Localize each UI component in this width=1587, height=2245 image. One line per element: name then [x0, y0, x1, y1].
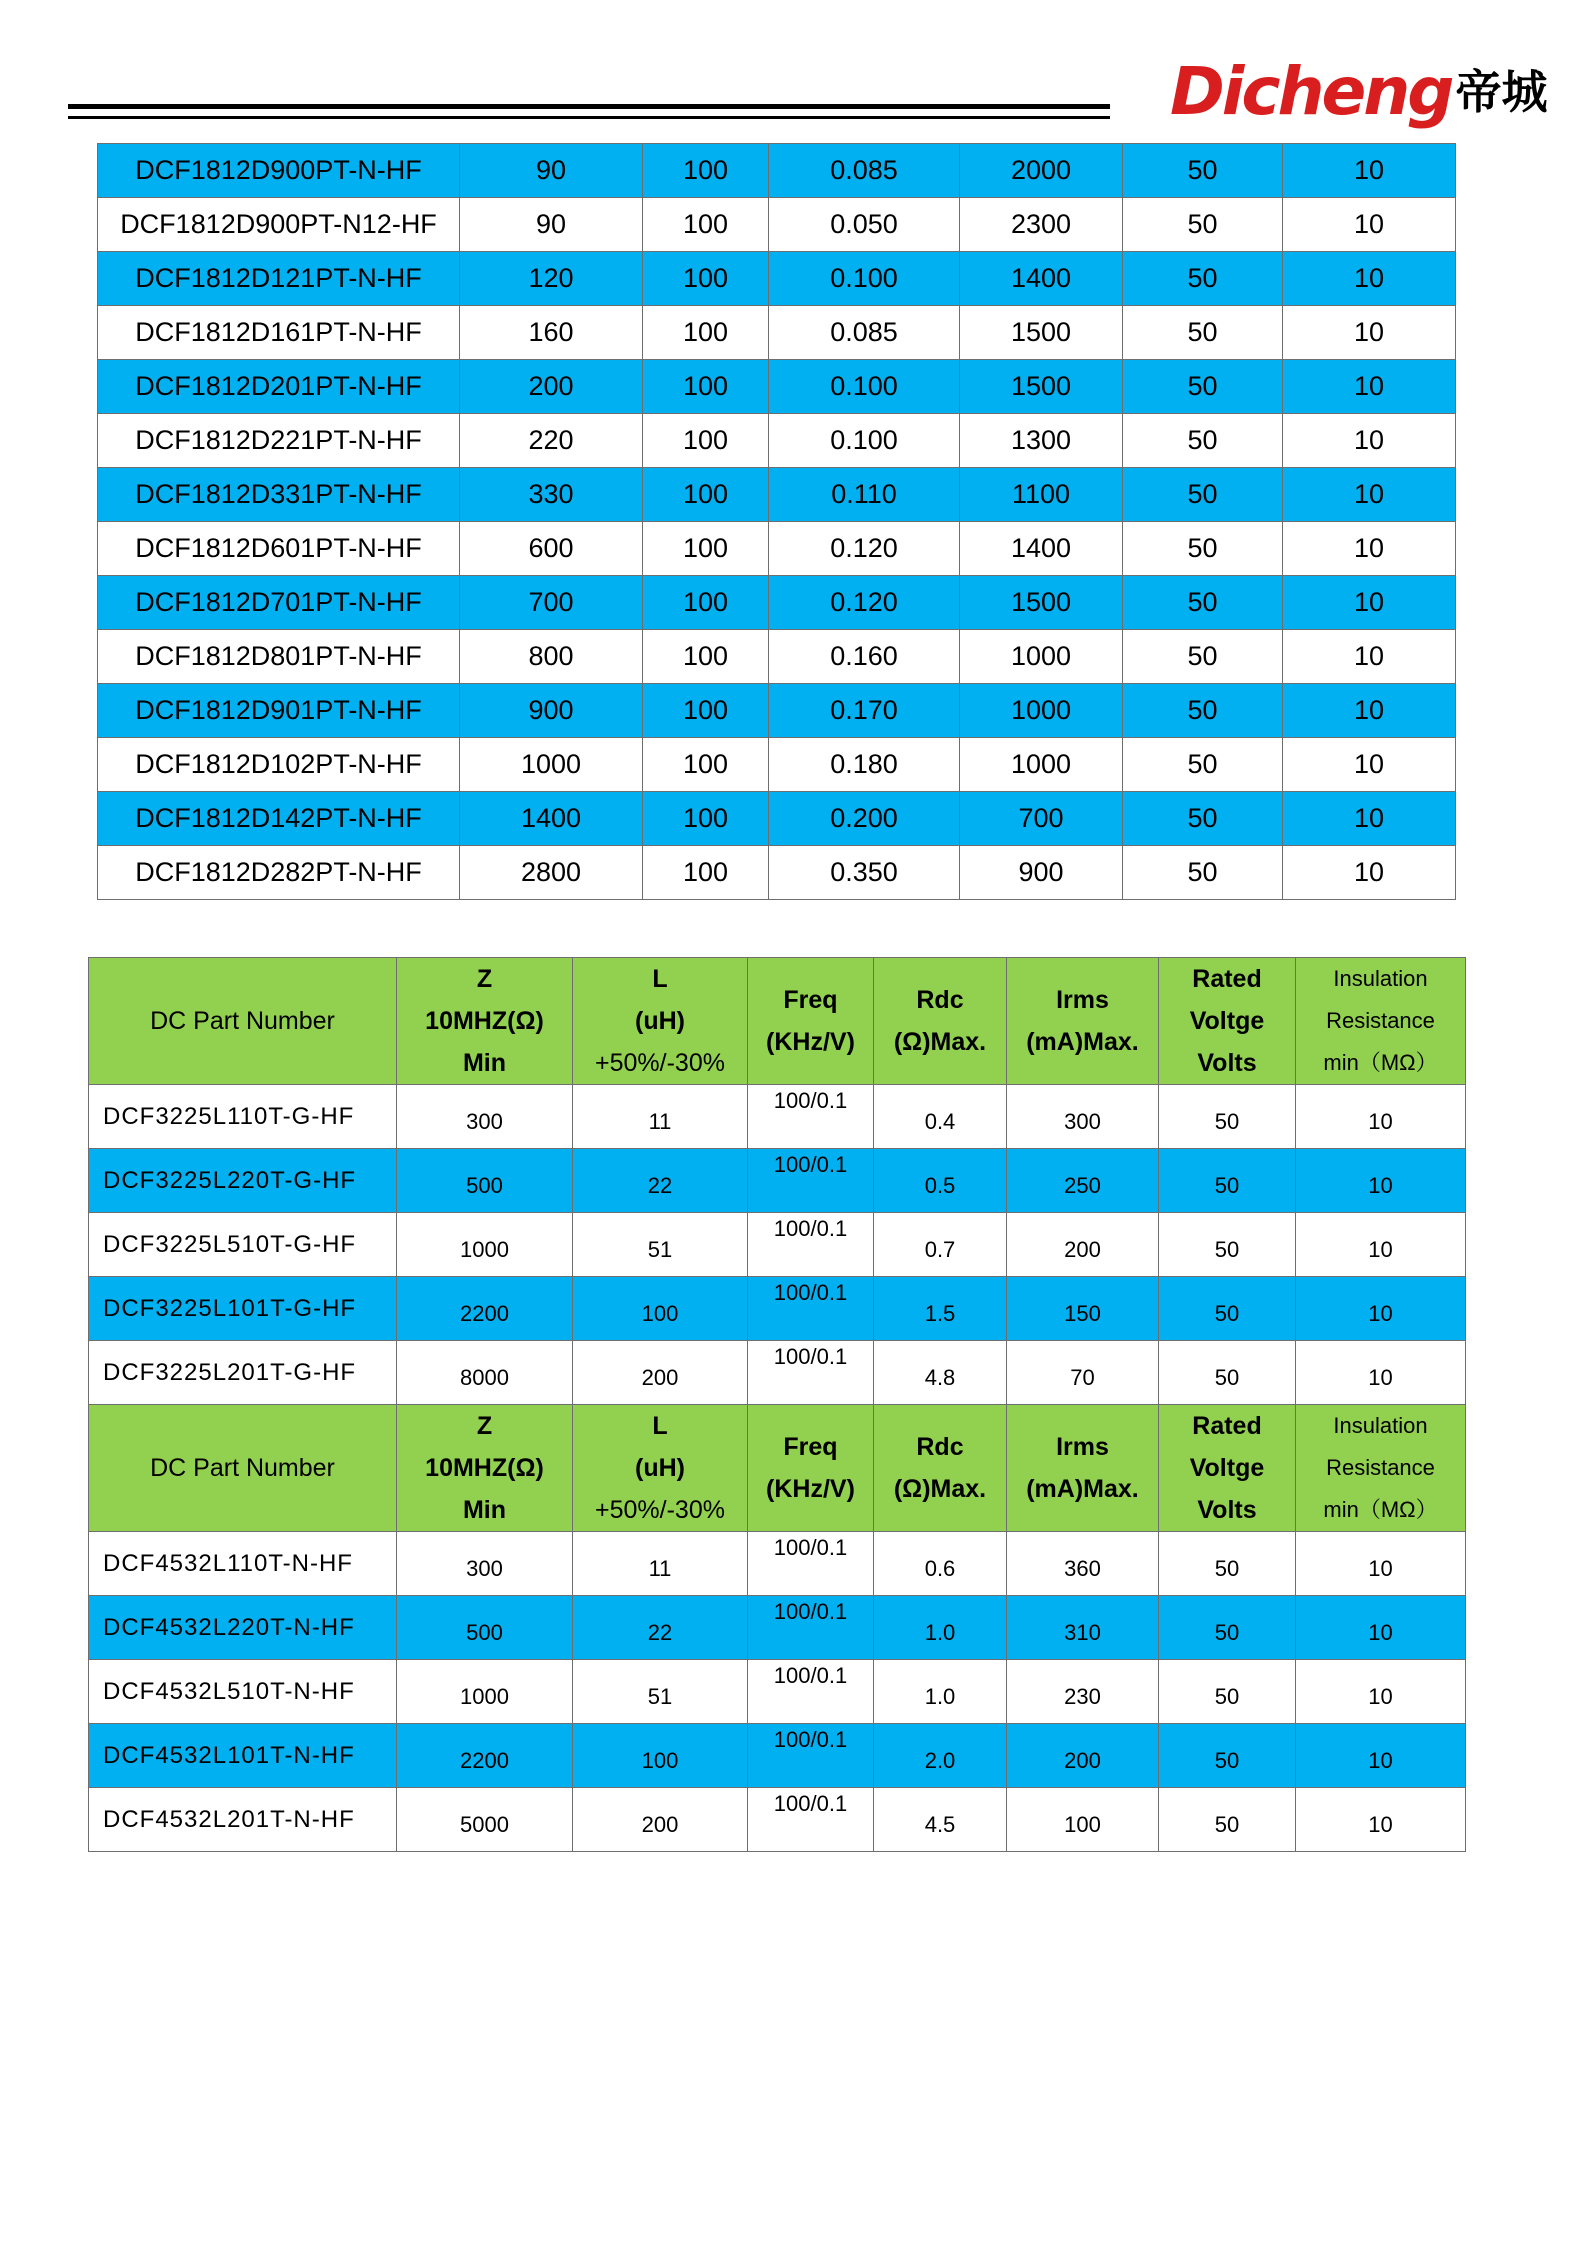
- table-cell: 100: [643, 414, 769, 468]
- table-cell: 100: [643, 252, 769, 306]
- table-cell: 10: [1283, 522, 1456, 576]
- table-cell: 0.100: [769, 252, 960, 306]
- part-number-cell: DCF1812D161PT-N-HF: [98, 306, 460, 360]
- table-cell: 0.100: [769, 414, 960, 468]
- header-label: Resistance: [1326, 1008, 1435, 1033]
- table-cell: 160: [460, 306, 643, 360]
- header-label: Rdc: [916, 1433, 964, 1461]
- part-number-cell: DCF4532L110T-N-HF: [89, 1532, 397, 1596]
- table-cell: 50: [1123, 738, 1283, 792]
- table-row: [89, 1341, 1466, 1405]
- header-label: Irms: [1056, 986, 1109, 1014]
- part-number-cell: DCF1812D201PT-N-HF: [98, 360, 460, 414]
- table-cell: 100: [573, 1277, 748, 1341]
- table-cell: 0.200: [769, 792, 960, 846]
- table-cell: 0.4: [874, 1085, 1007, 1149]
- table-cell: 51: [573, 1213, 748, 1277]
- table-cell: 220: [460, 414, 643, 468]
- table-cell: 100: [643, 630, 769, 684]
- header-label: Volts: [1197, 1049, 1257, 1077]
- header-label: 10MHZ(Ω): [425, 1007, 544, 1035]
- table-cell: 50: [1123, 198, 1283, 252]
- table-cell: 200: [460, 360, 643, 414]
- table-row: [89, 1660, 1466, 1724]
- table-cell: 100: [643, 468, 769, 522]
- table-cell: 10: [1283, 252, 1456, 306]
- table-cell: 2.0: [874, 1724, 1007, 1788]
- header-label: Insulation: [1333, 966, 1428, 991]
- part-number-cell: DCF1812D282PT-N-HF: [98, 846, 460, 900]
- table-row: [98, 252, 1456, 306]
- table-cell: 50: [1123, 144, 1283, 198]
- table-cell: 150: [1007, 1277, 1159, 1341]
- table-cell: 1000: [460, 738, 643, 792]
- table-cell: 0.050: [769, 198, 960, 252]
- table-cell: 0.7: [874, 1213, 1007, 1277]
- table-cell: 50: [1123, 522, 1283, 576]
- header-label: Z: [476, 965, 493, 993]
- header-label: (uH): [635, 1454, 685, 1482]
- part-number-cell: DCF1812D221PT-N-HF: [98, 414, 460, 468]
- table-cell: 500: [397, 1149, 573, 1213]
- table-cell: 100: [573, 1724, 748, 1788]
- table-cell: 120: [460, 252, 643, 306]
- table-cell: 0.6: [874, 1532, 1007, 1596]
- table-cell: 1000: [960, 738, 1123, 792]
- table-cell: 100: [643, 576, 769, 630]
- part-number-cell: DCF1812D901PT-N-HF: [98, 684, 460, 738]
- table-cell: 22: [573, 1149, 748, 1213]
- table-row: [89, 1085, 1466, 1149]
- table-cell: 1500: [960, 576, 1123, 630]
- table-cell: 50: [1123, 360, 1283, 414]
- part-number-cell: DCF1812D142PT-N-HF: [98, 792, 460, 846]
- table-cell: 200: [1007, 1724, 1159, 1788]
- table-cell: 100/0.1: [748, 1085, 874, 1149]
- table-row: [98, 576, 1456, 630]
- table-cell: 50: [1123, 306, 1283, 360]
- table-cell: 100: [643, 306, 769, 360]
- table-cell: 10: [1283, 468, 1456, 522]
- table-cell: 11: [573, 1085, 748, 1149]
- table-cell: 0.085: [769, 144, 960, 198]
- table-cell: 100/0.1: [748, 1277, 874, 1341]
- header-label: Rated: [1192, 1412, 1262, 1440]
- header-label: Rdc: [916, 986, 964, 1014]
- table-cell: 0.100: [769, 360, 960, 414]
- table-cell: 50: [1159, 1788, 1296, 1852]
- table-cell: 800: [460, 630, 643, 684]
- table-row: [98, 306, 1456, 360]
- table-cell: 100: [643, 846, 769, 900]
- table-cell: 100/0.1: [748, 1149, 874, 1213]
- table-cell: 51: [573, 1660, 748, 1724]
- header-label: L: [652, 1412, 668, 1440]
- header-label: (mA)Max.: [1026, 1028, 1139, 1056]
- table-cell: 100: [643, 792, 769, 846]
- part-number-cell: DCF1812D121PT-N-HF: [98, 252, 460, 306]
- table-cell: 300: [397, 1085, 573, 1149]
- header-insulation: [1296, 1405, 1466, 1532]
- header-label: Min: [462, 1049, 507, 1077]
- header-z: [397, 958, 573, 1085]
- table-cell: 4.5: [874, 1788, 1007, 1852]
- table-cell: 200: [1007, 1213, 1159, 1277]
- header-label: DC Part Number: [150, 1007, 335, 1035]
- table-cell: 100/0.1: [748, 1724, 874, 1788]
- table-cell: 50: [1159, 1596, 1296, 1660]
- logo-brand-cn: 帝城: [1455, 65, 1548, 119]
- dicheng-logo: [1170, 52, 1548, 132]
- table-cell: 100/0.1: [748, 1341, 874, 1405]
- header-label: +50%/-30%: [595, 1049, 725, 1077]
- table-cell: 100/0.1: [748, 1660, 874, 1724]
- table-cell: 330: [460, 468, 643, 522]
- part-number-cell: DCF3225L201T-G-HF: [89, 1341, 397, 1405]
- table-cell: 22: [573, 1596, 748, 1660]
- table-cell: 50: [1159, 1085, 1296, 1149]
- table-cell: 360: [1007, 1532, 1159, 1596]
- part-number-cell: DCF1812D701PT-N-HF: [98, 576, 460, 630]
- table-cell: 1100: [960, 468, 1123, 522]
- header-part-number: [89, 1405, 397, 1532]
- part-number-cell: DCF4532L510T-N-HF: [89, 1660, 397, 1724]
- table-cell: 1000: [397, 1213, 573, 1277]
- header-label: (mA)Max.: [1026, 1475, 1139, 1503]
- dcf4532-table-body: [89, 1532, 1466, 1852]
- part-number-cell: DCF1812D331PT-N-HF: [98, 468, 460, 522]
- table-row: [98, 630, 1456, 684]
- part-number-cell: DCF3225L101T-G-HF: [89, 1277, 397, 1341]
- header-label: Min: [462, 1496, 507, 1524]
- header-rdc: [874, 958, 1007, 1085]
- part-number-cell: DCF1812D102PT-N-HF: [98, 738, 460, 792]
- table-cell: 0.180: [769, 738, 960, 792]
- header-label: L: [652, 965, 668, 993]
- header-label: Voltge: [1189, 1007, 1265, 1035]
- header-label: Freq: [783, 1433, 838, 1461]
- part-number-cell: DCF3225L110T-G-HF: [89, 1085, 397, 1149]
- table-cell: 2300: [960, 198, 1123, 252]
- header-freq: [748, 1405, 874, 1532]
- table-cell: 300: [1007, 1085, 1159, 1149]
- header-label: Insulation: [1333, 1413, 1428, 1438]
- table-cell: 50: [1123, 792, 1283, 846]
- header-label: (KHz/V): [766, 1475, 855, 1503]
- table-cell: 5000: [397, 1788, 573, 1852]
- header-label: min（MΩ）: [1323, 1050, 1438, 1075]
- table-cell: 100: [643, 684, 769, 738]
- table-cell: 70: [1007, 1341, 1159, 1405]
- header-label: (KHz/V): [766, 1028, 855, 1056]
- table-cell: 50: [1159, 1724, 1296, 1788]
- header-l: [573, 1405, 748, 1532]
- table-cell: 1400: [460, 792, 643, 846]
- table-cell: 100: [1007, 1788, 1159, 1852]
- table-cell: 50: [1159, 1341, 1296, 1405]
- table-cell: 10: [1296, 1596, 1466, 1660]
- table-cell: 10: [1283, 198, 1456, 252]
- header-label: (Ω)Max.: [893, 1028, 987, 1056]
- part-number-cell: DCF1812D601PT-N-HF: [98, 522, 460, 576]
- table-row: [98, 144, 1456, 198]
- table-row: [89, 1788, 1466, 1852]
- table-cell: 900: [960, 846, 1123, 900]
- table-cell: 8000: [397, 1341, 573, 1405]
- table-cell: 1400: [960, 252, 1123, 306]
- table-cell: 900: [460, 684, 643, 738]
- table-cell: 0.110: [769, 468, 960, 522]
- table-cell: 0.120: [769, 522, 960, 576]
- table-cell: 11: [573, 1532, 748, 1596]
- header-z: [397, 1405, 573, 1532]
- table-row: [98, 684, 1456, 738]
- table-cell: 10: [1296, 1660, 1466, 1724]
- table-cell: 100/0.1: [748, 1532, 874, 1596]
- table-cell: 10: [1283, 846, 1456, 900]
- table-cell: 310: [1007, 1596, 1159, 1660]
- table-cell: 1500: [960, 360, 1123, 414]
- table-cell: 100: [643, 144, 769, 198]
- header-label: Irms: [1056, 1433, 1109, 1461]
- table-cell: 100: [643, 198, 769, 252]
- table-cell: 1400: [960, 522, 1123, 576]
- table-cell: 1.5: [874, 1277, 1007, 1341]
- part-number-cell: DCF3225L220T-G-HF: [89, 1149, 397, 1213]
- table-cell: 10: [1296, 1341, 1466, 1405]
- table-cell: 100: [643, 360, 769, 414]
- table-cell: 90: [460, 198, 643, 252]
- table-row: [98, 414, 1456, 468]
- table-cell: 10: [1296, 1788, 1466, 1852]
- table-cell: 90: [460, 144, 643, 198]
- table-cell: 1500: [960, 306, 1123, 360]
- table-cell: 100: [643, 522, 769, 576]
- table-row: [98, 198, 1456, 252]
- part-number-cell: DCF4532L101T-N-HF: [89, 1724, 397, 1788]
- header-rule-thin: [68, 116, 1110, 119]
- header-rated: [1159, 1405, 1296, 1532]
- table-row: [89, 1724, 1466, 1788]
- dcf3225-table-header: [89, 958, 1466, 1085]
- table-cell: 700: [460, 576, 643, 630]
- table-row: [98, 738, 1456, 792]
- header-irms: [1007, 958, 1159, 1085]
- header-label: Freq: [783, 986, 838, 1014]
- table-cell: 100/0.1: [748, 1213, 874, 1277]
- table-row: [89, 1213, 1466, 1277]
- table-cell: 250: [1007, 1149, 1159, 1213]
- table-cell: 0.120: [769, 576, 960, 630]
- table-cell: 50: [1123, 846, 1283, 900]
- header-freq: [748, 958, 874, 1085]
- header-label: Voltge: [1189, 1454, 1265, 1482]
- header-label: Rated: [1192, 965, 1262, 993]
- table-cell: 1.0: [874, 1596, 1007, 1660]
- table-cell: 10: [1283, 684, 1456, 738]
- table-cell: 1300: [960, 414, 1123, 468]
- header-label: Resistance: [1326, 1455, 1435, 1480]
- table-row: [98, 792, 1456, 846]
- dcf4532-spec-table: [88, 1404, 1466, 1852]
- table-cell: 10: [1296, 1724, 1466, 1788]
- table-cell: 0.5: [874, 1149, 1007, 1213]
- table-row: [89, 1532, 1466, 1596]
- header-row: [89, 958, 1466, 1085]
- part-number-cell: DCF4532L220T-N-HF: [89, 1596, 397, 1660]
- table-cell: 1000: [960, 684, 1123, 738]
- table-cell: 10: [1283, 144, 1456, 198]
- table-cell: 10: [1283, 360, 1456, 414]
- table-cell: 10: [1296, 1149, 1466, 1213]
- header-label: (Ω)Max.: [893, 1475, 987, 1503]
- table-cell: 2200: [397, 1724, 573, 1788]
- table-cell: 500: [397, 1596, 573, 1660]
- table-cell: 0.085: [769, 306, 960, 360]
- header-irms: [1007, 1405, 1159, 1532]
- table-cell: 2800: [460, 846, 643, 900]
- table-row: [89, 1277, 1466, 1341]
- header-row: [89, 1405, 1466, 1532]
- header-l: [573, 958, 748, 1085]
- table-row: [98, 522, 1456, 576]
- dcf3225-table-body: [89, 1085, 1466, 1405]
- table-cell: 10: [1283, 630, 1456, 684]
- table-cell: 1000: [397, 1660, 573, 1724]
- table-cell: 1.0: [874, 1660, 1007, 1724]
- part-number-cell: DCF4532L201T-N-HF: [89, 1788, 397, 1852]
- table-cell: 10: [1283, 738, 1456, 792]
- dcf3225-spec-table: [88, 957, 1466, 1405]
- table-cell: 2000: [960, 144, 1123, 198]
- table-cell: 50: [1123, 630, 1283, 684]
- header-rated: [1159, 958, 1296, 1085]
- part-number-cell: DCF1812D801PT-N-HF: [98, 630, 460, 684]
- header-rule-thick: [68, 104, 1110, 109]
- table-cell: 100/0.1: [748, 1596, 874, 1660]
- header-part-number: [89, 958, 397, 1085]
- table-cell: 0.160: [769, 630, 960, 684]
- table-cell: 50: [1159, 1660, 1296, 1724]
- part-number-cell: DCF1812D900PT-N12-HF: [98, 198, 460, 252]
- table-cell: 10: [1283, 576, 1456, 630]
- table-cell: 10: [1296, 1213, 1466, 1277]
- table-cell: 10: [1296, 1085, 1466, 1149]
- table-row: [89, 1596, 1466, 1660]
- part-number-cell: DCF3225L510T-G-HF: [89, 1213, 397, 1277]
- table-cell: 10: [1283, 306, 1456, 360]
- table-cell: 50: [1123, 468, 1283, 522]
- table-cell: 300: [397, 1532, 573, 1596]
- table-cell: 50: [1159, 1213, 1296, 1277]
- table-cell: 50: [1159, 1277, 1296, 1341]
- header-label: DC Part Number: [150, 1454, 335, 1482]
- table-cell: 50: [1123, 414, 1283, 468]
- table-row: [98, 468, 1456, 522]
- table-cell: 100: [643, 738, 769, 792]
- table-cell: 10: [1296, 1277, 1466, 1341]
- table-cell: 200: [573, 1341, 748, 1405]
- table-cell: 0.350: [769, 846, 960, 900]
- header-rdc: [874, 1405, 1007, 1532]
- table-row: [98, 846, 1456, 900]
- table-cell: 50: [1123, 684, 1283, 738]
- table-cell: 100/0.1: [748, 1788, 874, 1852]
- table-cell: 10: [1283, 792, 1456, 846]
- header-label: +50%/-30%: [595, 1496, 725, 1524]
- table-row: [98, 360, 1456, 414]
- table-cell: 10: [1283, 414, 1456, 468]
- header-insulation: [1296, 958, 1466, 1085]
- table-cell: 4.8: [874, 1341, 1007, 1405]
- table-cell: 10: [1296, 1532, 1466, 1596]
- table-cell: 200: [573, 1788, 748, 1852]
- header-label: Z: [476, 1412, 493, 1440]
- part-number-cell: DCF1812D900PT-N-HF: [98, 144, 460, 198]
- header-label: Volts: [1197, 1496, 1257, 1524]
- table-row: [89, 1149, 1466, 1213]
- header-label: 10MHZ(Ω): [425, 1454, 544, 1482]
- table-cell: 1000: [960, 630, 1123, 684]
- table-cell: 600: [460, 522, 643, 576]
- table-cell: 700: [960, 792, 1123, 846]
- table-cell: 50: [1123, 252, 1283, 306]
- header-label: min（MΩ）: [1323, 1497, 1438, 1522]
- dcf1812-table-body: [98, 144, 1456, 900]
- table-cell: 0.170: [769, 684, 960, 738]
- table-cell: 2200: [397, 1277, 573, 1341]
- header-label: (uH): [635, 1007, 685, 1035]
- table-cell: 230: [1007, 1660, 1159, 1724]
- table-cell: 50: [1159, 1149, 1296, 1213]
- logo-brand: Dicheng: [1170, 53, 1452, 130]
- table-cell: 50: [1159, 1532, 1296, 1596]
- dcf1812-spec-table: [97, 143, 1456, 900]
- dcf4532-table-header: [89, 1405, 1466, 1532]
- table-cell: 50: [1123, 576, 1283, 630]
